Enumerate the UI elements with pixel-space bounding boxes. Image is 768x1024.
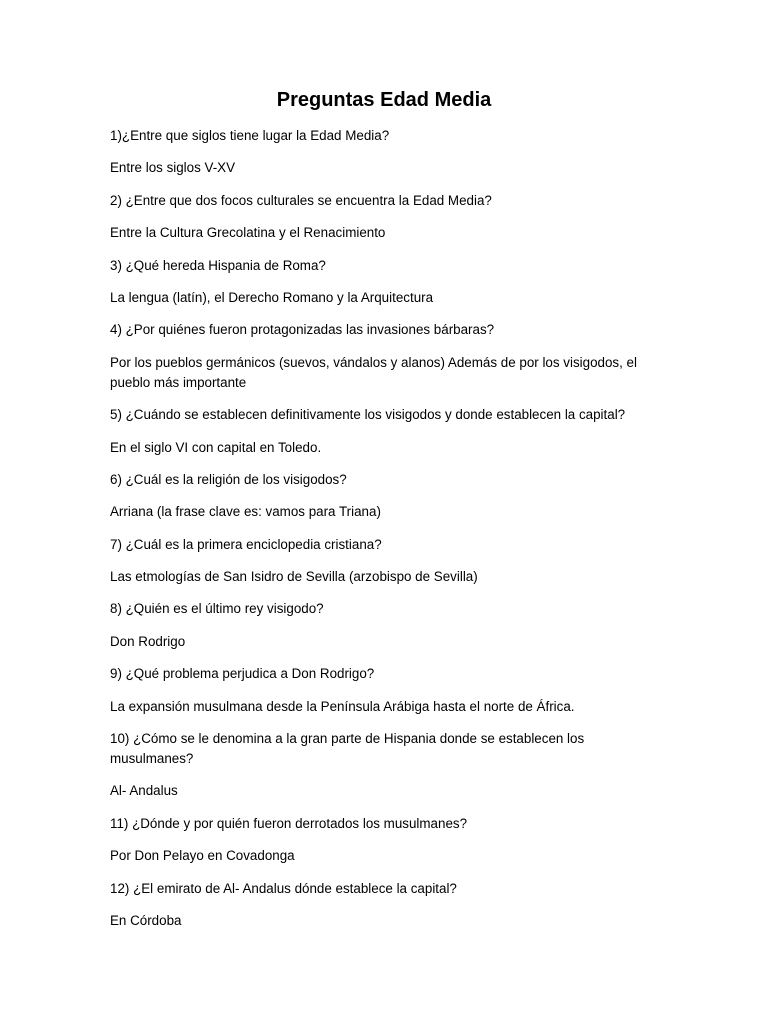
answer-2: Entre la Cultura Grecolatina y el Renacimiento — [110, 225, 386, 241]
question-12: 12) ¿El emirato de Al- Andalus dónde establece la capital? — [110, 880, 457, 896]
question-7: 7) ¿Cuál es la primera enciclopedia cristiana? — [110, 536, 382, 552]
question-1: 1)¿Entre que siglos tiene lugar la Edad Media? — [110, 128, 390, 143]
question-3: 3) ¿Qué hereda Hispania de Roma? — [110, 257, 326, 273]
question-4: 4) ¿Por quiénes fueron protagonizadas las invasiones bárbaras? — [110, 322, 495, 338]
question-10: 10) ¿Cómo se le denomina a la gran parte de Hispania donde se establecen los musulmanes? — [110, 731, 585, 767]
question-8: 8) ¿Quién es el último rey visigodo? — [110, 601, 324, 617]
answer-11: Por Don Pelayo en Covadonga — [110, 848, 295, 864]
answer-8: Don Rodrigo — [110, 633, 186, 649]
answer-7: Las etmologías de San Isidro de Sevilla (arzobispo de Sevilla) — [110, 569, 478, 585]
question-6: 6) ¿Cuál es la religión de los visigodos? — [110, 471, 347, 487]
answer-3: La lengua (latín), el Derecho Romano y la Arquitectura — [110, 289, 434, 305]
answer-12: En Córdoba — [110, 912, 182, 928]
answer-6: Arriana (la frase clave es: vamos para Triana) — [110, 504, 381, 520]
document-title: Preguntas Edad Media — [276, 89, 492, 111]
question-2: 2) ¿Entre que dos focos culturales se encuentra la Edad Media? — [110, 192, 492, 208]
question-11: 11) ¿Dónde y por quién fueron derrotados los musulmanes? — [110, 815, 468, 831]
answer-5: En el siglo VI con capital en Toledo. — [110, 439, 322, 455]
answer-4: Por los pueblos germánicos (suevos, vándalos y alanos) Además de por los visigodos, el pueblo más importante — [110, 354, 637, 390]
question-9: 9) ¿Qué problema perjudica a Don Rodrigo? — [110, 666, 375, 682]
document-body — [110, 126, 670, 943]
answer-1: Entre los siglos V-XV — [110, 160, 236, 176]
answer-10: Al- Andalus — [110, 783, 178, 799]
answer-9: La expansión musulmana desde la Península Arábiga hasta el norte de África. — [110, 698, 575, 714]
question-5: 5) ¿Cuándo se establecen definitivamente los visigodos y donde establecen la capital? — [110, 407, 626, 423]
